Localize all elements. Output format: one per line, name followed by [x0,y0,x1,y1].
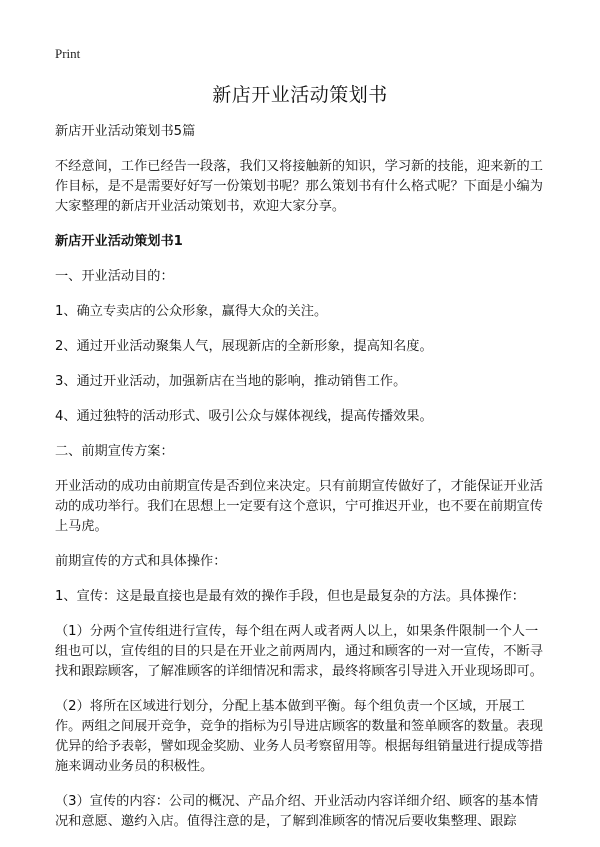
section-heading-purpose: 一、开业活动目的： [55,269,174,284]
list-item: 2、通过开业活动聚集人气，展现新店的全新形象，提高知名度。 [55,339,433,354]
list-item: 3、通过开业活动，加强新店在当地的影响，推动销售工作。 [55,374,407,389]
list-item: 4、通过独特的活动形式、吸引公众与媒体视线，提高传播效果。 [55,409,433,424]
section-heading-promotion: 二、前期宣传方案： [55,444,174,459]
body-paragraph: 前期宣传的方式和具体操作： [55,554,227,569]
section-heading: 新店开业活动策划书1 [55,234,183,249]
print-link[interactable]: Print [55,46,81,61]
body-paragraph: （3）宣传的内容：公司的概况、产品介绍、开业活动内容详细介绍、顾客的基本情况和意愿、邀约入店。值得注意的是，了解到准顾客的情况后要收集整理、跟踪 [55,794,539,829]
body-paragraph: 1、宣传：这是最直接也是最有效的操作手段，但也是最复杂的方法。具体操作： [55,589,525,604]
intro-paragraph: 不经意间，工作已经告一段落，我们又将接触新的知识，学习新的技能，迎来新的工作目标，是不是需要好好写一份策划书呢？那么策划书有什么格式呢？下面是小编为大家整理的新店开业活动策划书，欢迎大家分享。 [55,159,543,214]
body-paragraph: 开业活动的成功由前期宣传是否到位来决定。只有前期宣传做好了，才能保证开业活动的成功举行。我们在思想上一定要有这个意识，宁可推迟开业，也不要在前期宣传上马虎。 [55,479,543,534]
document-subtitle: 新店开业活动策划书5篇 [55,124,196,139]
list-item: 1、确立专卖店的公众形象，赢得大众的关注。 [55,304,328,319]
body-paragraph: （1）分两个宣传组进行宣传，每个组在两人或者两人以上，如果条件限制一个人一组也可以，宣传组的目的只是在开业之前两周内，通过和顾客的一对一宣传，不断寻找和跟踪顾客，了解准顾客的详细情况和需求，最终将顾客引导进入开业现场即可。 [55,624,543,679]
document-title: 新店开业活动策划书 [212,84,388,106]
document-body [55,122,547,847]
body-paragraph: （2）将所在区域进行划分，分配上基本做到平衡。每个组负责一个区域，开展工作。两组之间展开竞争，竞争的指标为引导进店顾客的数量和签单顾客的数量。表现优异的给予表彰，譬如现金奖励、业务人员考察留用等。根据每组销量进行提成等措施来调动业务员的积极性。 [55,699,543,774]
